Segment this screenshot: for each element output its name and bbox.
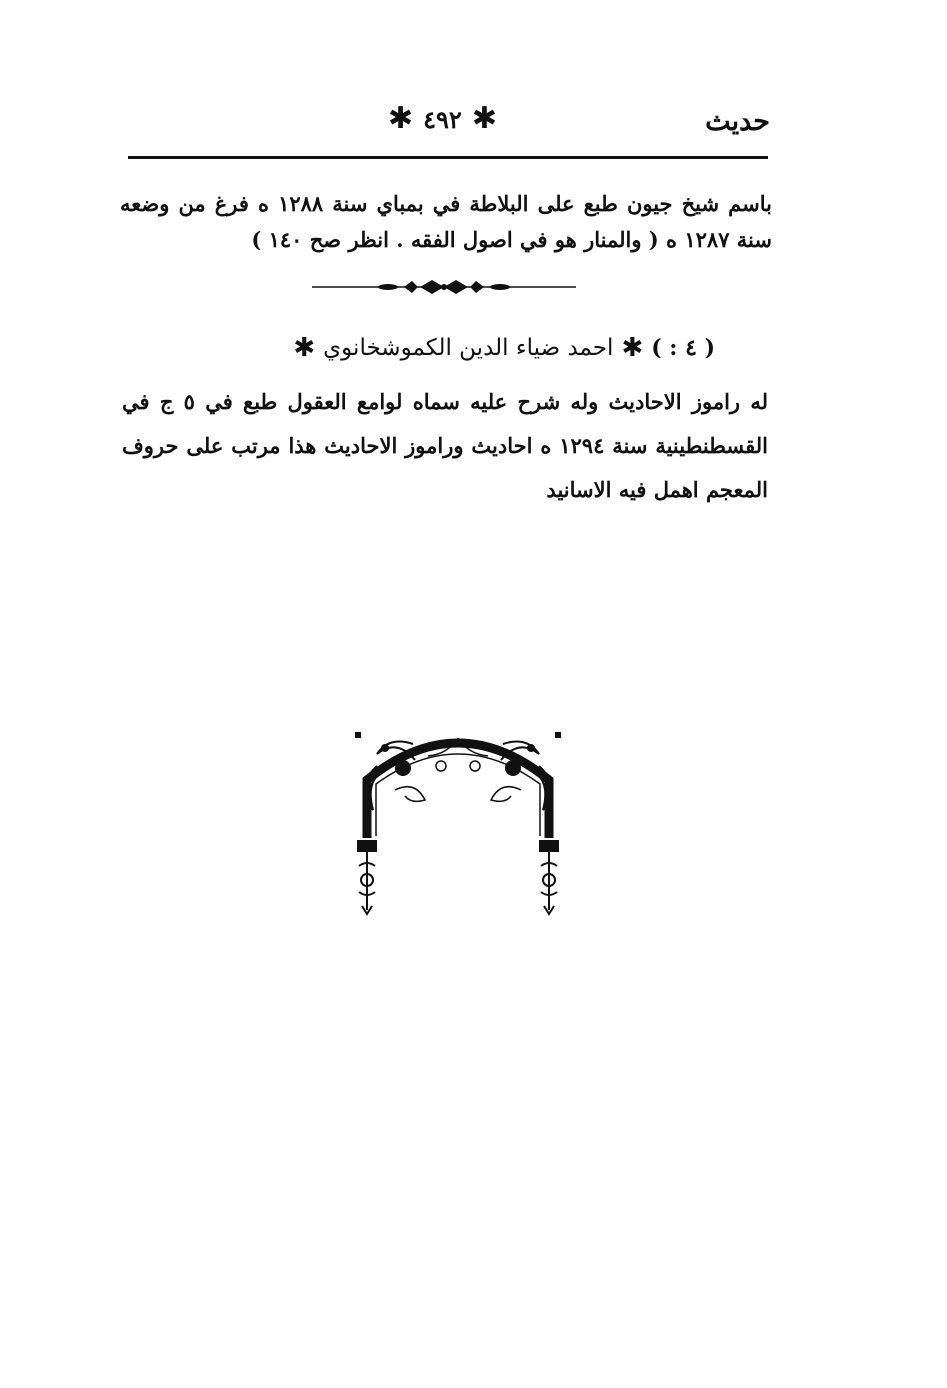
asterisk-ornament-icon: ✱ bbox=[471, 101, 497, 136]
asterisk-ornament-icon: ✱ bbox=[621, 333, 644, 363]
header-rule bbox=[128, 156, 768, 159]
arch-ornament-icon bbox=[345, 720, 571, 916]
asterisk-ornament-icon: ✱ bbox=[293, 333, 316, 363]
section-divider-ornament bbox=[308, 277, 580, 297]
page-number-group bbox=[388, 101, 497, 136]
asterisk-ornament-icon: ✱ bbox=[388, 101, 414, 136]
page-number: ٤٩٢ bbox=[423, 104, 462, 134]
running-title: حديث bbox=[705, 106, 770, 137]
entry-number: ( ٤ : ) bbox=[651, 335, 715, 361]
entry-heading bbox=[293, 330, 715, 366]
page-header bbox=[120, 100, 770, 150]
entry-body: له راموز الاحاديث وله شرح عليه سماه لوامع العقول طبع في ٥ ج في القسطنطينية سنة ١٢٩٤ ه احاديث وراموز الاحاديث هذا مرتب على حروف المعجم اهمل فيه الاسانيد bbox=[122, 389, 768, 502]
previous-entry-tail: باسم شيخ جيون طبع على البلاطة في بمباي سنة ١٢٨٨ ه فرغ من وضعه سنة ١٢٨٧ ه ( والمنار هو في اصول الفقه . انظر صح ١٤٠ ) bbox=[120, 191, 772, 252]
entry-author-name: احمد ضياء الدين الكموشخانوي bbox=[323, 335, 614, 361]
